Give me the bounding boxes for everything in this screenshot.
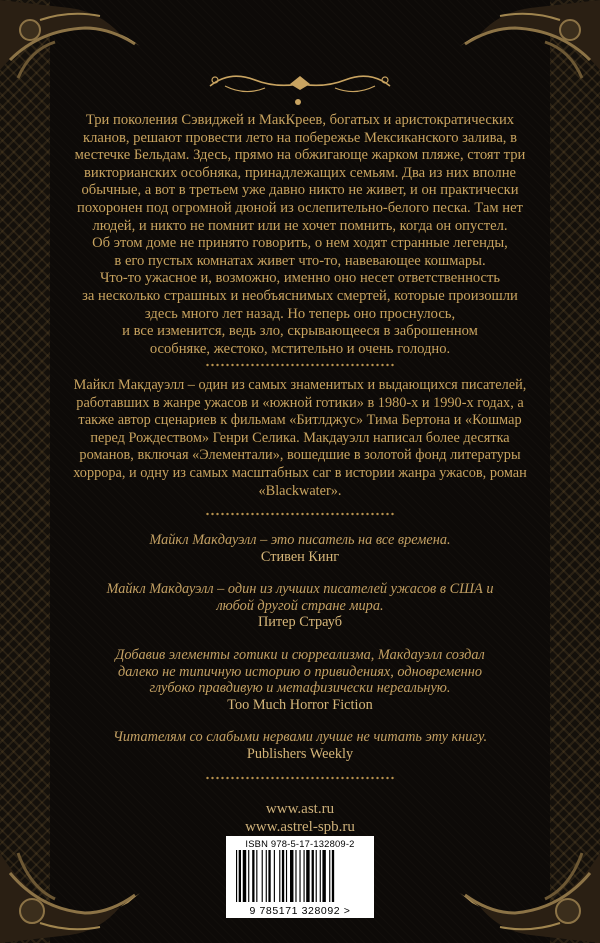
claw-ornament-icon [0,813,150,943]
barcode-bar [329,850,330,902]
barcode-bar [239,850,241,902]
synopsis-line: особняке, жестоко, мстительно и очень голодно. [149,340,451,357]
bio-line: романов, включая «Элементали», вошедшие в золотой фонд литературы [79,447,521,464]
bio-line: также автор сценариев к фильмам «Битлджус» Тима Бертона и «Кошмар [78,412,522,429]
ornament-dot [295,99,301,105]
quote-author: Publishers Weekly [246,745,354,762]
synopsis-line: здесь много лет назад. Но теперь оно проснулось, [144,305,456,322]
barcode-bar [304,850,305,902]
quote-block [100,581,500,631]
barcode-bar [236,850,237,902]
barcode-bar [268,850,270,902]
publisher-url-link[interactable]: www.ast.ru [265,801,335,817]
isbn-number: ISBN 978-5-17-132809-2 [245,838,355,849]
synopsis-line: викторианских особняка, принадлежащих семьям. Два из них вполне [84,164,516,181]
quote-block [100,729,500,762]
right-patterned-border [549,0,600,943]
synopsis-line: кланов, решают провести лето на побережье Мексиканского залива, в [83,129,517,146]
barcode-bar [274,850,275,902]
bio-line: хоррора, и одну из самых масштабных саг в истории жанра ужасов, роман [73,464,527,481]
synopsis-line: в его пустых комнатах живет что-то, навевающее кошмары. [114,252,486,269]
barcode-bar [290,850,293,902]
barcode-bars-icon [236,850,364,902]
barcode-bar [312,850,314,902]
claw-ornament-icon [450,813,600,943]
author-bio [64,377,536,500]
bio-line: «Blackwater». [258,482,342,499]
barcode-bar [243,850,246,902]
bio-line: работавших в жанре ужасов и «южной готики» в 1980-х и 1990-х годах, а [76,394,524,411]
quote-author: Too Much Horror Fiction [227,696,373,713]
synopsis-line: за несколько страшных и необъяснимых смертей, которые произошли [82,287,518,304]
bio-line: перед Рождеством» Генри Селика. Макдауэлл написал более десятка [90,429,510,446]
publisher-url-link[interactable]: www.astrel-spb.ru [245,819,355,835]
praise-quotes [100,532,500,779]
synopsis-line: обычные, а вот в третьем уже давно никто не живет, и он практически [81,182,519,199]
barcode-bar [286,850,287,902]
left-patterned-border [0,0,51,943]
barcode-bar [299,850,300,902]
synopsis-line: и все изменится, ведь зло, скрывающееся в заброшенном [122,323,478,340]
barcode-bar [252,850,254,902]
barcode-bar [279,850,280,902]
quote-text: Читателям со слабыми нервами лучше не читать эту книгу. [112,729,488,746]
synopsis-line: Три поколения Сэвиджей и МакКреев, богатых и аристократических [85,112,515,128]
ean-digits: 9 785171 328092 > [249,905,351,917]
quote-text: Добавив элементы готики и сюрреализма, Макдауэлл создал далеко не типичную историю о привидениях, одновременно глубоко правдивую и метафизически нереальную. [115,646,485,697]
synopsis-line: похоронен под огромной дюной из ослепительно-белого песка. Там нет [77,199,523,216]
synopsis-line: местечке Бельдам. Здесь, прямо на обжигающе жарком пляже, стоят три [74,147,526,164]
publisher-urls [170,800,430,836]
barcode-bar [248,850,249,902]
quote-text: Майкл Макдауэлл – это писатель на все времена. [149,532,451,548]
barcode-bar [316,850,317,902]
quote-block [100,532,500,565]
dotted-divider [205,512,395,516]
barcode-bar [266,850,267,902]
barcode-bar [320,850,321,902]
barcode-bar [306,850,309,902]
barcode-bar [295,850,296,902]
bio-line: Майкл Макдауэлл – один из самых знаменитых и выдающихся писателей, [73,377,527,393]
barcode-bar [262,850,263,902]
synopsis-text [70,112,530,358]
dotted-divider [205,363,395,367]
isbn-barcode [226,836,374,918]
claw-ornament-icon [450,0,600,130]
dotted-divider [205,776,395,780]
barcode-bar [322,850,325,902]
synopsis-line: Что-то ужасное и, возможно, именно оно несет ответственность [99,270,501,287]
barcode-bar [332,850,334,902]
synopsis-line: людей, и никто не помнит или не хочет помнить, когда он опустел. [92,217,508,234]
quote-author: Питер Страуб [257,614,343,631]
quote-author: Стивен Кинг [260,548,340,565]
claw-ornament-icon [0,0,150,130]
barcode-bar [256,850,257,902]
synopsis-line: Об этом доме не принято говорить, о нем ходят странные легенды, [92,235,508,252]
quote-block [100,647,500,713]
barcode-bar [282,850,284,902]
quote-text: Майкл Макдауэлл – один из лучших писателей ужасов в США и любой другой стране мира. [106,581,494,614]
